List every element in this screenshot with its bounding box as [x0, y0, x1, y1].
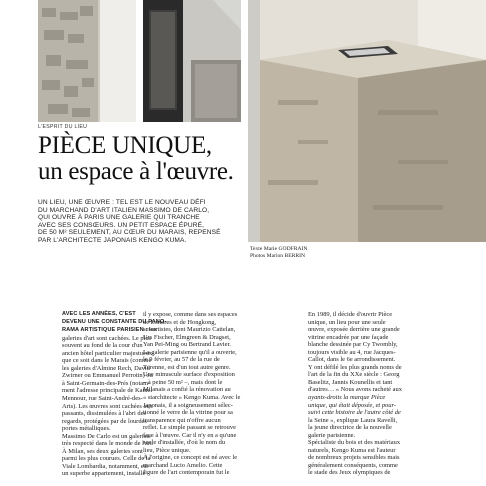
body-line: galerie parisienne.: [308, 431, 356, 439]
body-line: le stade des Jeux olympiques de: [308, 469, 391, 477]
body-line: œuvre, exposée derrière une grande: [308, 326, 400, 334]
body-line: – à peine 50 m² –, mais dont le: [143, 378, 223, 386]
body-line: la Seine », explique Laura Ravelli,: [308, 416, 398, 424]
body-line: les galeries d'Almine Rech, David: [62, 364, 150, 372]
body-line: naturels, Kengo Kuma est l'auteur: [308, 446, 396, 454]
body-line: galeries d'art sont cachées. Le plus: [62, 334, 152, 342]
body-line: portes métalliques.: [62, 425, 111, 433]
photo-interior-window: [143, 0, 241, 122]
credit-text: Texte Marie GODFRAIN: [250, 246, 308, 252]
standfirst: [38, 199, 248, 245]
standfirst-line: DE 50 M² SEULEMENT, AU CŒUR DU MARAIS, REPENSÉ: [38, 229, 221, 237]
body-line: Spécialiste du bois et des matériaux: [308, 439, 401, 447]
body-line: seule d'installée, d'où le nom du: [143, 439, 226, 447]
headline-line-2: un espace à l'œuvre.: [38, 158, 234, 185]
body-line: tionné le verre de la vitrine pour sa: [143, 409, 233, 417]
standfirst-line: PAR L'ARCHITECTE JAPONAIS KENGO KUMA.: [38, 236, 187, 244]
body-line: d'autres… « Nous avons racheté aux: [308, 386, 402, 394]
body-line: toujours visible au 4, rue Jacques-: [308, 348, 396, 356]
body-line: regards, protégées par de lourdes: [62, 417, 147, 425]
body-line: AVEC LES ANNÉES, C'EST: [62, 311, 136, 317]
photo-stone-block-sculpture: [248, 0, 486, 242]
body-line: passants, dissimulées à l'abri des: [62, 410, 146, 418]
body-line: Y ont défilé les plus grands noms de: [308, 363, 402, 371]
body-line: la jeune directrice de la nouvelle: [308, 424, 392, 432]
body-line: Callot, dans le 6e arrondissement.: [308, 356, 396, 364]
body-line: que ce soit dans le Marais (comme: [62, 357, 152, 365]
body-line: La galerie parisienne qu'il a ouverte,: [143, 348, 237, 356]
body-line: ses artistes, dont Maurizio Cattelan,: [143, 326, 236, 334]
body-line: À l'origine, ce concept est né avec le: [143, 454, 238, 462]
body-column-2: [143, 311, 241, 486]
body-line: Arts). Les œuvres sont cachées aux: [62, 402, 153, 410]
credit-photos: Photos Marion BERRIN: [250, 253, 306, 260]
body-line: transparence qui n'offre aucun: [143, 416, 221, 424]
body-lead-in: RAMA ARTISTIQUE PARISIEN : les: [62, 327, 158, 334]
body-line: très respecté dans le monde de l'art.: [62, 440, 154, 448]
body-line: de Londres et de Hongkong,: [143, 318, 217, 326]
body-line: En 1989, il décide d'ouvrir Pièce: [308, 311, 393, 318]
body-line: Massimo De Carlo est un galeriste: [62, 432, 151, 440]
body-line: de nombreux projets sensibles mais: [308, 454, 400, 462]
body-line: à Saint-Germain-des-Prés (notam-: [62, 379, 151, 387]
standfirst-line: QUI OUVRE À PARIS UNE GALERIE QUI TRANCHE: [38, 214, 200, 222]
body-line: marchand Lucio Amelio. Cette: [143, 461, 223, 469]
body-line: [62, 326, 158, 335]
body-line: unique, un lieu pour une seule: [308, 318, 386, 326]
body-line: suivi cette histoire de l'autre côté de: [308, 409, 401, 417]
standfirst-line: AVEC SES CONSŒURS. UN PETIT ESPACE ÉPURÉ,: [38, 221, 205, 229]
body-line: parmi les plus courues. Celle de la: [62, 455, 151, 463]
body-line: l'art de la fin du XXe siècle : Georg: [308, 371, 400, 379]
body-line: Milanais a confié la rénovation au: [143, 386, 231, 394]
body-line: ancien hôtel particulier majestueux,: [62, 349, 154, 357]
body-line: DEVENU UNE CONSTANTE DU PANO-: [62, 318, 167, 325]
body-line: figure de l'art contemporain fut le: [143, 469, 230, 477]
body-line: Urs Fischer, Elmgreen & Dragset,: [143, 333, 231, 341]
body-column-3: [308, 311, 402, 486]
body-line: souvent au fond de la cour d'un: [62, 342, 143, 350]
body-line: il y expose, comme dans ses espaces: [143, 311, 238, 318]
body-line: lieu, Pièce unique.: [143, 446, 191, 454]
body-line: Japonais, il a soigneusement sélec-: [143, 401, 233, 409]
body-line: généralement conséquents, comme: [308, 461, 398, 469]
photo-stone-wall-interior: [38, 0, 136, 122]
body-line: Turenne, est d'un tout autre genre.: [143, 363, 231, 371]
body-line: unique, qui était déposée, et pour-: [308, 401, 397, 409]
body-line: Baselitz, Jannis Kounellis et tant: [308, 378, 393, 386]
body-line: Zwirner ou Emmanuel Perrotin) ou: [62, 372, 153, 380]
headline: [38, 133, 248, 185]
body-line: À Milan, ses deux galeries sont: [62, 447, 143, 455]
body-line: ment l'adresse principale de Kamel: [62, 387, 153, 395]
headline-line-1: PIÈCE UNIQUE,: [38, 132, 212, 159]
body-line: blanche dessinée par Cy Twombly,: [308, 341, 398, 349]
body-line: « starchitecte » Kengo Kuma. Avec le: [143, 394, 241, 402]
body-line: Viale Lombardia, notamment, est: [62, 462, 148, 470]
body-line: reflet. Le simple passant se retrouve: [143, 424, 236, 432]
body-line: ayants-droits la marque Pièce: [308, 394, 386, 402]
section-kicker: L'ESPRIT DU LIEU: [38, 124, 88, 130]
body-line: Yan Pei-Ming ou Bertrand Lavier.: [143, 341, 231, 349]
standfirst-line: DU MARCHAND D'ART ITALIEN MASSIMO DE CARLO,: [38, 206, 210, 214]
body-line: vitrine encadrée par une façade: [308, 333, 389, 341]
standfirst-line: UN LIEU, UNE ŒUVRE : TEL EST LE NOUVEAU DÉFI: [38, 199, 206, 206]
body-line: Une minuscule surface d'exposition: [143, 371, 235, 379]
body-line: face à l'œuvre. Car il n'y en a qu'une: [143, 431, 237, 439]
body-line: le 9 février, au 57 de la rue de: [143, 356, 220, 364]
body-line: Mennour, rue Saint-André-des-: [62, 395, 143, 403]
body-line: un superbe appartement, installé: [62, 470, 146, 478]
photo-credits: [250, 246, 430, 261]
